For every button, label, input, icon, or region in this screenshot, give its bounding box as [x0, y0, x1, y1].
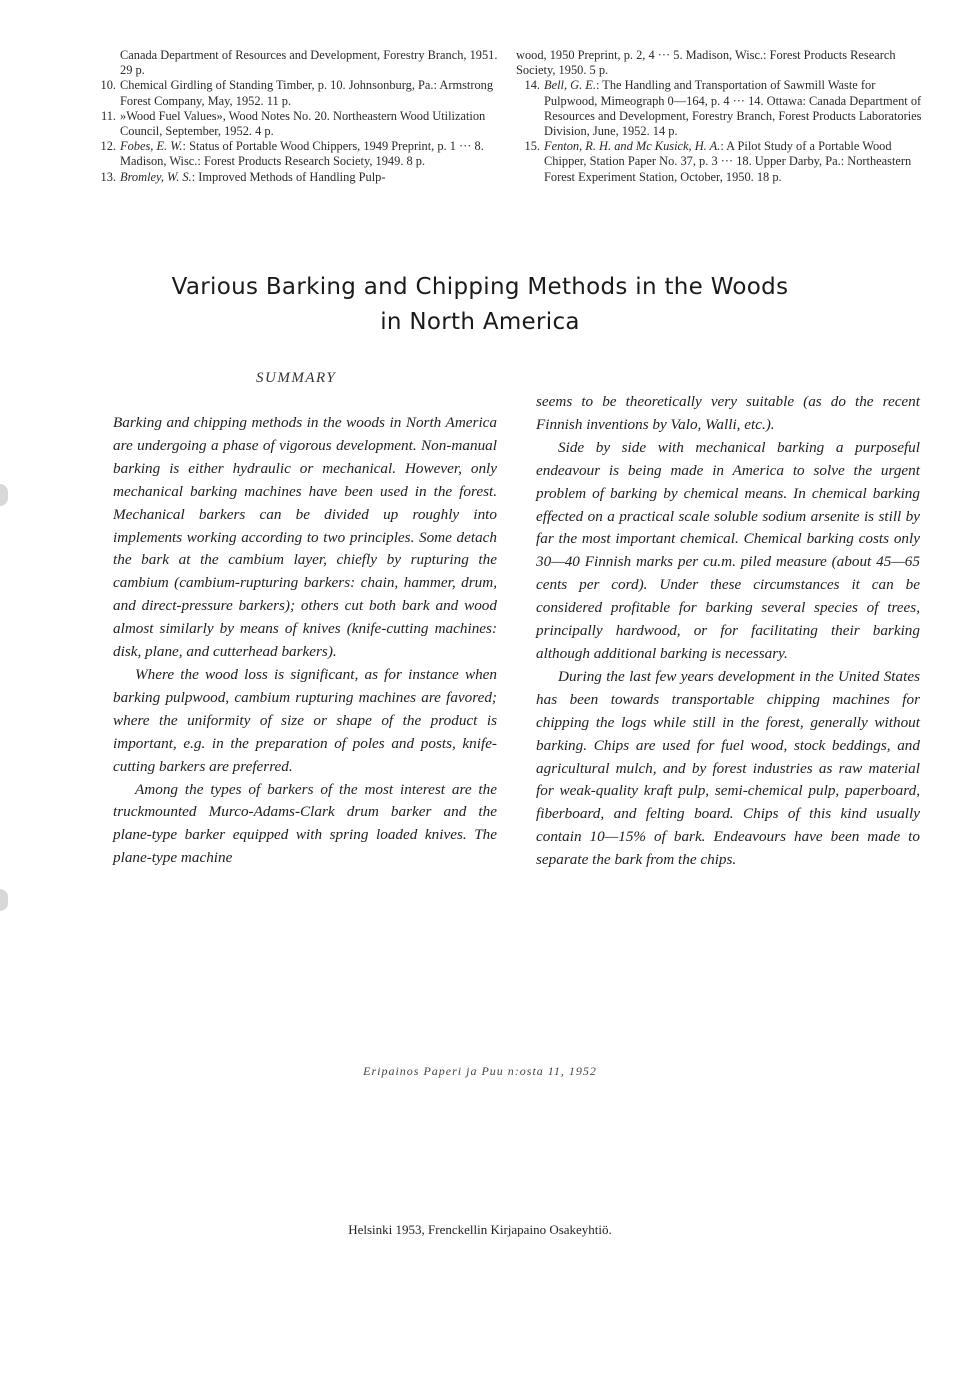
- reference-item: 13. Bromley, W. S.: Improved Methods of Handling Pulp-: [100, 169, 386, 184]
- summary-paragraph: Among the types of barkers of the most interest are the truckmounted Murco-Adams-Clark drum barker and the plane-type barker equipped with spring loaded knives. The plane-type machine: [113, 780, 497, 867]
- summary-paragraph: seems to be theoretically very suitable (as do the recent Finnish inventions by Valo, Walli, etc.).: [536, 393, 920, 433]
- reference-item: 12. Fobes, E. W.: Status of Portable Wood Chippers, 1949 Preprint, p. 1 ··· 8. Madison, Wisc.: Forest Products Research Society, 1949. 8 p.: [100, 139, 484, 169]
- summary-right-column: [536, 391, 920, 872]
- offprint-note: Eripainos Paperi ja Puu n:osta 11, 1952: [363, 1064, 597, 1078]
- summary-left-column: [113, 412, 497, 870]
- summary-heading: SUMMARY: [256, 370, 337, 386]
- punch-hole-mark: [0, 484, 8, 506]
- summary-paragraph: Where the wood loss is significant, as for instance when barking pulpwood, cambium rupturing machines are favored; where the uniformity of size or shape of the product is important, e.g. in the preparation of poles and posts, knife-cutting barkers are preferred.: [113, 665, 497, 775]
- reference-item: 14. Bell, G. E.: The Handling and Transportation of Sawmill Waste for Pulpwood, Mimeograph 0—164, p. 4 ··· 14. Ottawa: Canada Department of Resources and Development, Forestry Branch, Forest Products Laboratories Division, June, 1952. 14 p.: [524, 78, 922, 139]
- title-line-1: Various Barking and Chipping Methods in the Woods: [171, 274, 789, 300]
- reference-item: 11. »Wood Fuel Values», Wood Notes No. 20. Northeastern Wood Utilization Council, September, 1952. 4 p.: [100, 108, 486, 139]
- reference-item: 10. Chemical Girdling of Standing Timber, p. 10. Johnsonburg, Pa.: Armstrong Forest Company, May, 1952. 11 p.: [100, 78, 494, 108]
- summary-paragraph: Barking and chipping methods in the woods in North America are undergoing a phase of vigorous development. Non-manual barking is either hydraulic or mechanical. However, only mechanical barking machines have been used in the forest. Mechanical barkers can be divided up roughly into implements working according to two principles. Some detach the bark at the cambium layer, chiefly by rupturing the cambium (cambium-rupturing barkers: chain, hammer, drum, and direct-pressure barkers); others cut both bark and wood almost similarly by means of knives (knife-cutting machines: disk, plane, and cutterhead barkers).: [113, 414, 497, 661]
- reference-item: wood, 1950 Preprint, p. 2, 4 ··· 5. Madison, Wisc.: Forest Products Research Society, 1950. 5 p.: [516, 48, 896, 78]
- article-title: [0, 270, 960, 340]
- reference-item: Canada Department of Resources and Development, Forestry Branch, 1951. 29 p.: [120, 48, 498, 78]
- printer-imprint: Helsinki 1953, Frenckellin Kirjapaino Osakeyhtiö.: [348, 1222, 612, 1237]
- punch-hole-mark: [0, 889, 8, 911]
- references-right-column: [516, 48, 926, 185]
- reference-item: 15. Fenton, R. H. and Mc Kusick, H. A.: A Pilot Study of a Portable Wood Chipper, Station Paper No. 37, p. 3 ··· 18. Upper Darby, Pa.: Northeastern Forest Experiment Station, October, 1950. 18 p.: [524, 139, 912, 184]
- summary-paragraph: During the last few years development in the United States has been towards transportable chipping machines for chipping the logs while still in the forest, generally without barking. Chips are used for fuel wood, stock beddings, and agricultural mulch, and by forest industries as raw material for weak-quality kraft pulp, semi-chemical pulp, paperboard, fiberboard, and felting board. Chips of this kind usually contain 10—15% of bark. Endeavours have been made to separate the bark from the chips.: [536, 667, 920, 869]
- title-line-2: in North America: [380, 309, 580, 335]
- references-left-column: [94, 48, 504, 185]
- summary-paragraph: Side by side with mechanical barking a purposeful endeavour is being made in America to solve the urgent problem of barking by chemical means. In chemical barking effected on a practical scale soluble sodium arsenite is still by far the most important chemical. Chemical barking costs only 30—40 Finnish marks per cu.m. piled measure (about 45—65 cents per cord). Under these circumstances it can be considered profitable for barking several species of trees, principally hardwood, or for facilitating their barking although additional barking is necessary.: [536, 438, 920, 662]
